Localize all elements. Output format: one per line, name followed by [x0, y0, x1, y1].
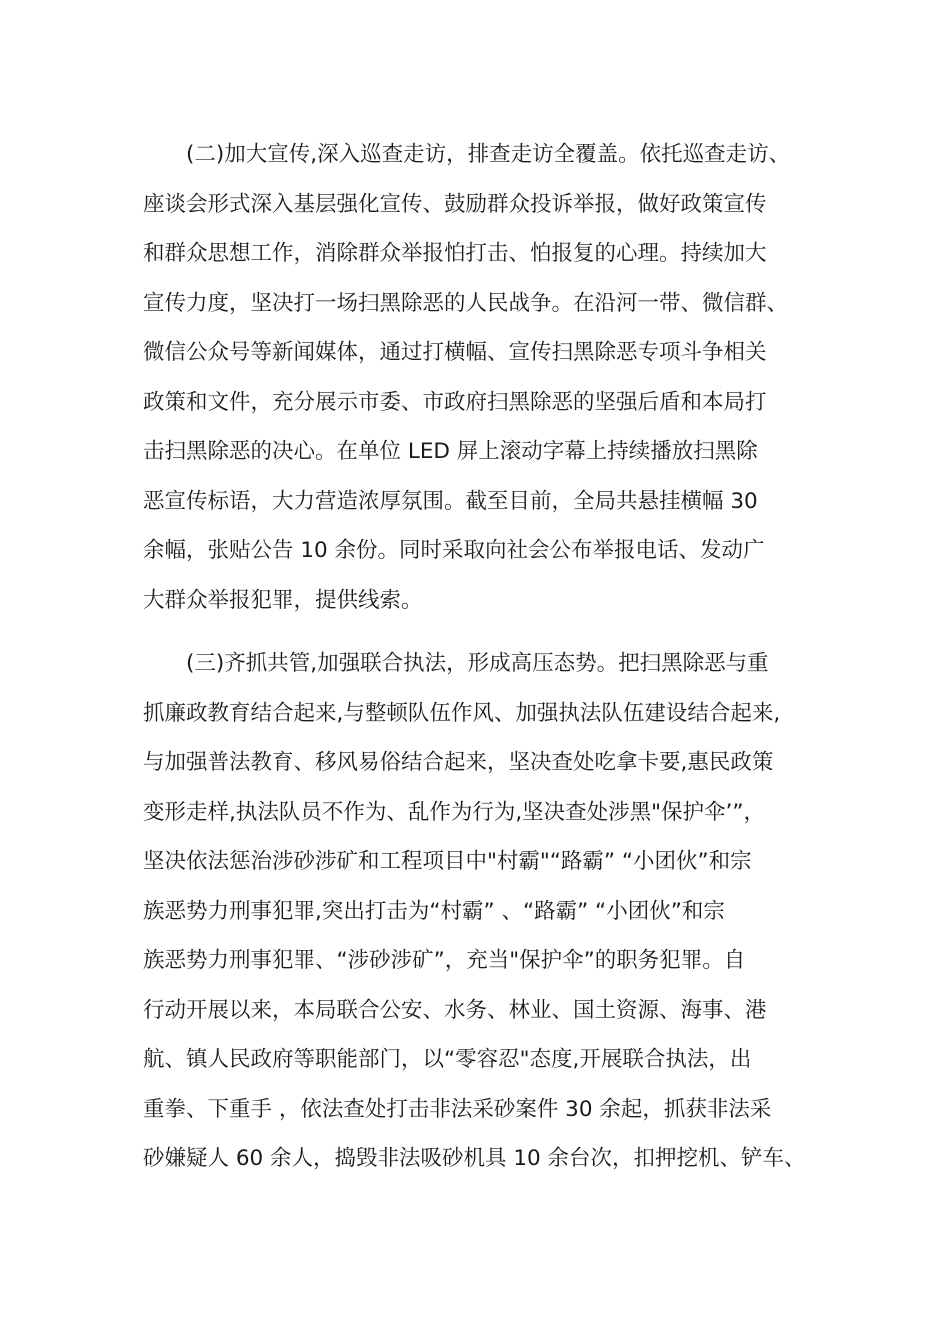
text-line: 政策和文件，充分展示市委、市政府扫黑除恶的坚强后盾和本局打: [143, 389, 767, 415]
text-line: 大群众举报犯罪，提供线索。: [143, 587, 423, 613]
text-line: 重拳、下重手 ，依法查处打击非法采砂案件 30 余起，抓获非法采: [143, 1096, 772, 1122]
paragraph-spacer: [143, 625, 823, 639]
text-line: 宣传力度，坚决打一场扫黑除恶的人民战争。在沿河一带、微信群、: [143, 290, 789, 316]
text-line: 变形走样,执法队员不作为、乱作为行为,坚决查处涉黑"保护伞’”，: [143, 799, 766, 825]
text-line: 抓廉政教育结合起来,与整顿队伍作风、加强执法队伍建设结合起来,: [143, 700, 781, 726]
text-line: 与加强普法教育、移风易俗结合起来，坚决查处吃拿卡要,惠民政策: [143, 750, 774, 775]
paragraph-joint-enforcement: [143, 639, 823, 1184]
text-line: (二)加大宣传,深入巡查走访，排查走访全覆盖。依托巡查走访、: [186, 142, 791, 167]
text-line: 击扫黑除恶的决心。在单位 LED 屏上滚动字幕上持续播放扫黑除: [143, 439, 758, 464]
text-line: 微信公众号等新闻媒体，通过打横幅、宣传扫黑除恶专项斗争相关: [143, 340, 767, 365]
text-line: 座谈会形式深入基层强化宣传、鼓励群众投诉举报，做好政策宣传: [143, 191, 767, 217]
text-line: 行动开展以来，本局联合公安、水务、林业、国土资源、海事、港: [143, 997, 767, 1023]
text-line: (三)齐抓共管,加强联合执法，形成高压态势。把扫黑除恶与重: [186, 651, 769, 676]
text-line: 砂嫌疑人 60 余人，捣毁非法吸砂机具 10 余台次，扣押挖机、铲车、: [143, 1146, 806, 1171]
text-line: 余幅，张贴公告 10 余份。同时采取向社会公布举报电话、发动广: [143, 538, 765, 563]
document-body: [143, 130, 823, 1184]
text-line: 恶宣传标语，大力营造浓厚氛围。截至目前，全局共悬挂横幅 30: [143, 488, 758, 514]
text-line: 族恶势力刑事犯罪、“涉砂涉矿”，充当"保护伞”的职务犯罪。自: [143, 948, 746, 973]
text-line: 航、镇人民政府等职能部门，以“零容忍"态度,开展联合执法，出: [143, 1047, 752, 1072]
paragraph-publicity: [143, 130, 823, 625]
text-line: 和群众思想工作，消除群众举报怕打击、怕报复的心理。持续加大: [143, 241, 767, 266]
text-line: 族恶势力刑事犯罪,突出打击为“村霸” 、“路霸” “小团伙”和宗: [143, 898, 725, 924]
text-line: 坚决依法惩治涉砂涉矿和工程项目中"村霸"“路霸” “小团伙”和宗: [143, 849, 752, 874]
